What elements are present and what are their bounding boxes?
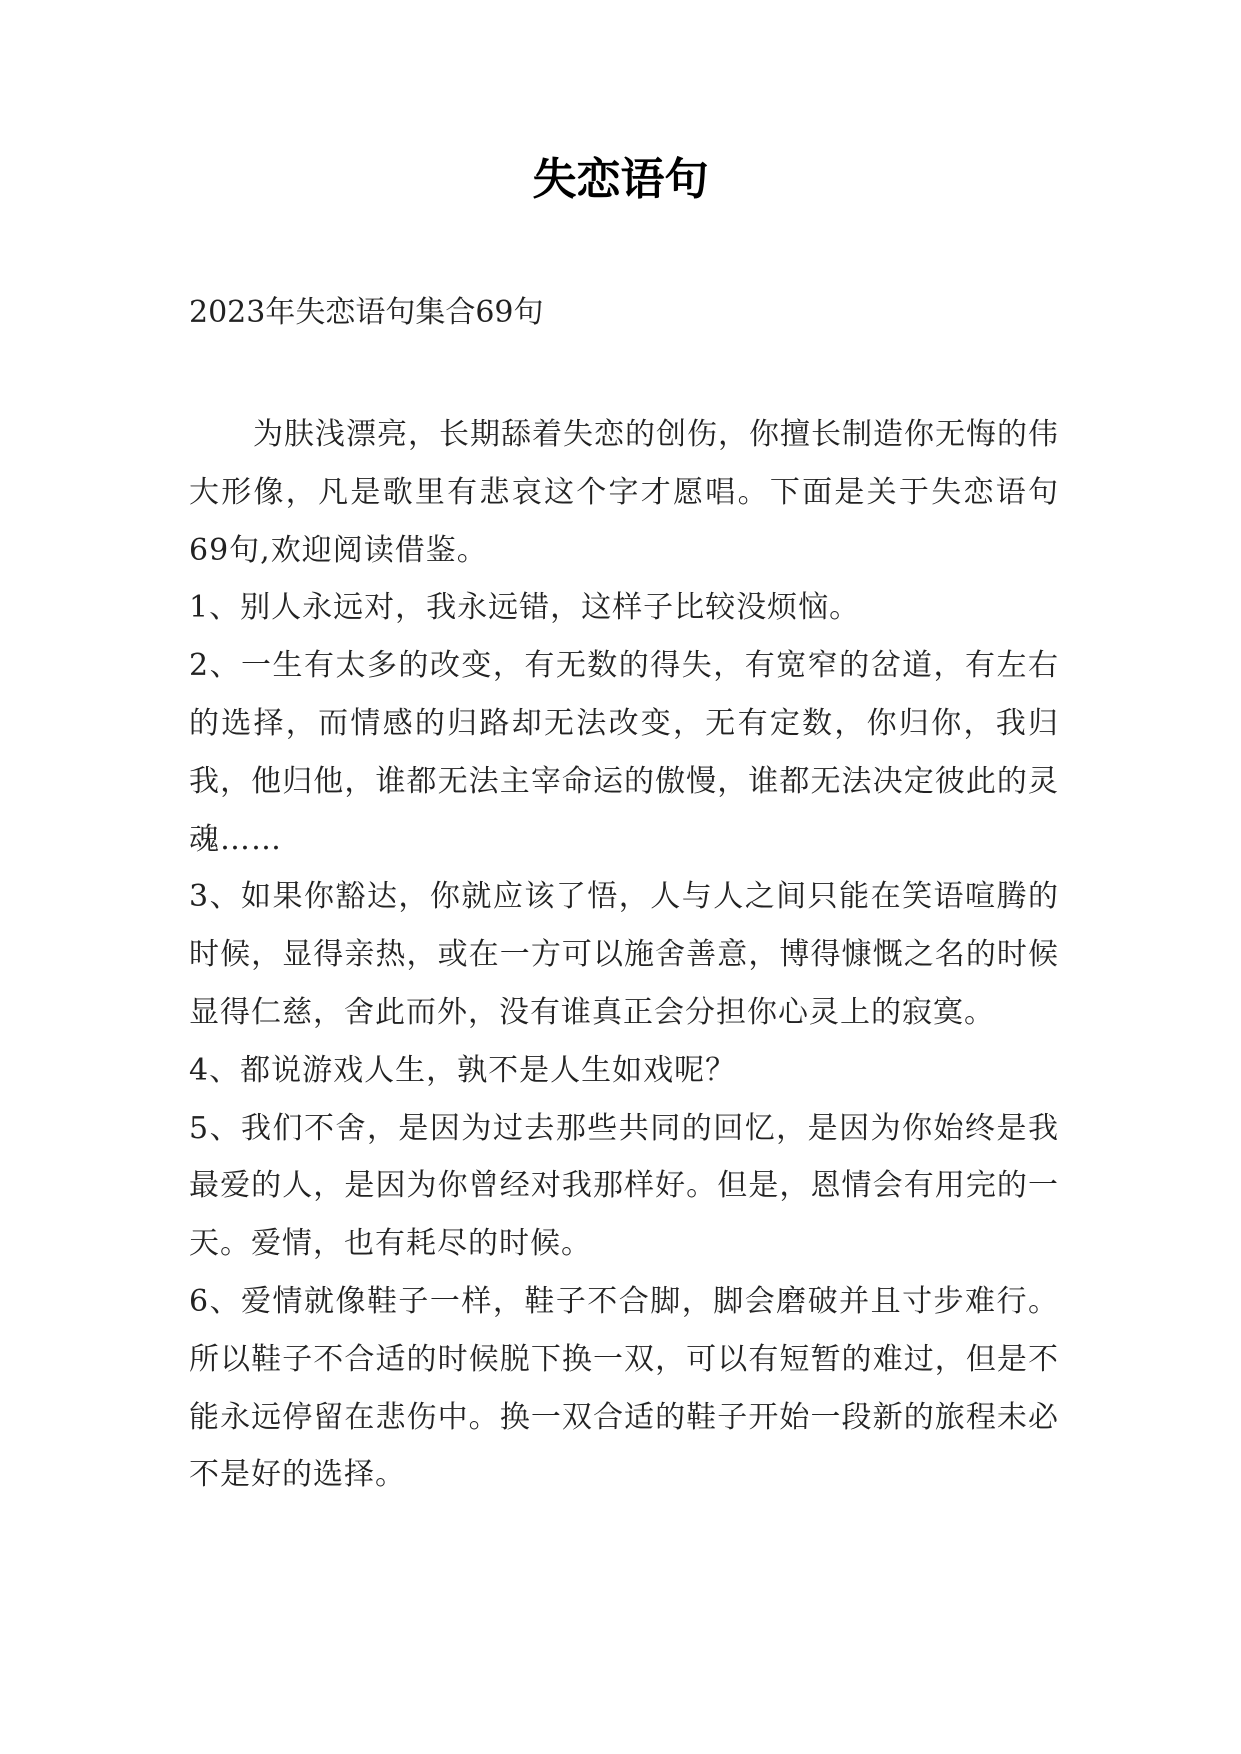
document-body <box>189 406 1059 1504</box>
list-item: 1、别人永远对，我永远错，这样子比较没烦恼。 <box>189 590 861 626</box>
list-item: 5、我们不舍，是因为过去那些共同的回忆，是因为你始终是我最爱的人，是因为你曾经对我那样好。但是，恩情会有用完的一天。爱情，也有耗尽的时候。 <box>189 1110 1059 1262</box>
list-item: 3、如果你豁达，你就应该了悟，人与人之间只能在笑语喧腾的时候，显得亲热，或在一方可以施舍善意，博得慷慨之名的时候显得仁慈，舍此而外，没有谁真正会分担你心灵上的寂寞。 <box>189 879 1059 1030</box>
document-subtitle: 2023年失恋语句集合69句 <box>189 295 544 330</box>
list-item: 4、都说游戏人生，孰不是人生如戏呢？ <box>189 1052 737 1088</box>
intro-paragraph: 为肤浅漂亮，长期舔着失恋的创伤，你擅长制造你无悔的伟大形像，凡是歌里有悲哀这个字才愿唱。下面是关于失恋语句69句,欢迎阅读借鉴。 <box>189 417 1059 568</box>
document-title: 失恋语句 <box>532 154 709 205</box>
list-item: 6、爱情就像鞋子一样，鞋子不合脚，脚会磨破并且寸步难行。所以鞋子不合适的时候脱下换一双，可以有短暂的难过，但是不能永远停留在悲伤中。换一双合适的鞋子开始一段新的旅程未必不是好的选择。 <box>189 1283 1059 1493</box>
list-item: 2、一生有太多的改变，有无数的得失，有宽窄的岔道，有左右的选择，而情感的归路却无法改变，无有定数，你归你，我归我，他归他，谁都无法主宰命运的傲慢，谁都无法决定彼此的灵魂…… <box>189 648 1059 857</box>
